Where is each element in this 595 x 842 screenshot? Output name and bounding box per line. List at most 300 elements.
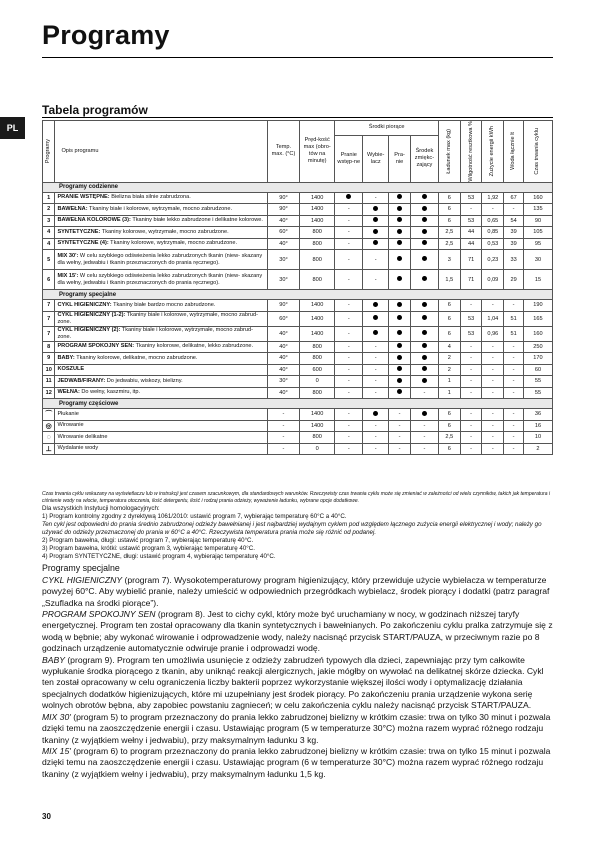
program-text: Wirowanie <box>57 422 84 429</box>
softener-cell: - <box>410 432 438 444</box>
load-cell: 6 <box>438 311 460 326</box>
temperature-cell: 40° <box>267 353 299 365</box>
paragraph-lead: MIX 15' <box>42 746 71 757</box>
temperature-cell: 40° <box>267 238 299 250</box>
residual-cell: - <box>460 409 482 421</box>
softener-cell: - <box>410 387 438 399</box>
program-text: Tkaniny kolorowe, delikatne, mocno zabrudzone. <box>76 354 198 361</box>
water-cell: 51 <box>504 326 524 341</box>
program-number: 11 <box>43 376 55 388</box>
water-cell: 29 <box>504 270 524 290</box>
energy-cell: 0,23 <box>482 250 504 270</box>
program-description <box>55 409 267 421</box>
spin-cell: 800 <box>300 227 335 239</box>
temperature-cell: 30° <box>267 376 299 388</box>
softener-cell: - <box>410 443 438 455</box>
table-row <box>43 227 553 239</box>
energy-cell: - <box>482 376 504 388</box>
duration-cell: 15 <box>523 270 552 290</box>
water-cell: - <box>504 300 524 312</box>
prewash-cell: - <box>335 364 363 376</box>
spin-cell: 1400 <box>300 300 335 312</box>
program-number: 4 <box>43 238 55 250</box>
prewash-cell: - <box>335 420 363 432</box>
header-description: Opis programu <box>55 121 267 183</box>
dot-mark <box>422 355 427 360</box>
softener-cell <box>410 204 438 216</box>
program-text: Tkaniny kolorowe, delikatne, lekko zabrudzone. <box>135 343 254 350</box>
energy-cell: - <box>482 387 504 399</box>
water-cell: - <box>504 432 524 444</box>
dot-mark <box>422 276 427 281</box>
prewash-cell: - <box>335 238 363 250</box>
table-body <box>43 182 553 454</box>
wash-cell: - <box>389 432 411 444</box>
special-paragraph <box>42 746 553 780</box>
page-title: Programy <box>42 20 170 50</box>
bleach-cell: - <box>363 364 389 376</box>
bleach-cell <box>363 311 389 326</box>
table-row <box>43 432 553 444</box>
program-label: MIX 30': <box>57 252 79 259</box>
prewash-cell: - <box>335 409 363 421</box>
spin-icon: ◎ <box>45 422 52 430</box>
residual-cell: - <box>460 300 482 312</box>
load-cell: 1 <box>438 387 460 399</box>
program-label: PRANIE WSTĘPNE: <box>57 194 110 201</box>
water-cell: - <box>504 409 524 421</box>
wash-cell <box>389 204 411 216</box>
spin-cell: 1400 <box>300 420 335 432</box>
header-energy: Zużycie energii kWh <box>482 121 504 183</box>
program-text: Tkaniny białe lekko zabrudzone i delikatne kolorowe. <box>132 217 263 224</box>
wash-cell <box>389 227 411 239</box>
wash-cell: - <box>389 420 411 432</box>
temperature-cell: 40° <box>267 341 299 353</box>
spin-cell: 0 <box>300 376 335 388</box>
dot-mark <box>422 256 427 261</box>
dot-mark <box>397 302 402 307</box>
duration-cell: 36 <box>523 409 552 421</box>
program-description <box>55 387 267 399</box>
load-cell: 1,5 <box>438 270 460 290</box>
load-cell: 6 <box>438 300 460 312</box>
program-label: KOSZULE <box>57 366 85 373</box>
softener-cell <box>410 409 438 421</box>
section-rule <box>42 117 553 118</box>
wash-cell <box>389 353 411 365</box>
prewash-cell: - <box>335 353 363 365</box>
residual-cell: 53 <box>460 192 482 204</box>
bleach-cell <box>363 300 389 312</box>
special-paragraph <box>42 609 553 655</box>
group-title: Programy częściowe <box>43 399 553 409</box>
wash-cell: - <box>389 409 411 421</box>
water-cell: - <box>504 341 524 353</box>
temperature-cell: 90° <box>267 204 299 216</box>
water-cell: 39 <box>504 227 524 239</box>
dot-mark <box>397 229 402 234</box>
program-text: Wirowanie delikatne <box>57 433 108 440</box>
spin-cell: 1400 <box>300 192 335 204</box>
header-bleach: Wybie-lacz <box>363 135 389 182</box>
program-text: Do jedwabiu, wiskozy, bielizny. <box>106 377 183 384</box>
residual-cell: 44 <box>460 227 482 239</box>
residual-cell: 71 <box>460 270 482 290</box>
wash-cell <box>389 238 411 250</box>
prewash-cell: - <box>335 387 363 399</box>
program-text: W celu szybkiego odświeżenia lekko zabrudzonych tkanin (niew- skazany dla wełny, jedwabiu i tkanin przeznaczonych do prania ręcznego). <box>57 272 263 286</box>
program-number: 10 <box>43 364 55 376</box>
load-cell: 6 <box>438 326 460 341</box>
dot-mark <box>422 330 427 335</box>
program-number: 1 <box>43 192 55 204</box>
wash-cell <box>389 387 411 399</box>
notes-items <box>42 513 553 561</box>
note-item: Ten cykl jest odpowiedni do prania średnio zabrudzonej odzieży bawełnianej i jest najbardziej wydajnym cyklem pod względem łącznego zużycia energii elektrycznej i wody; należy go używać do odzieży przeznaczonej do prania w 60°C a 40°C. Rzeczywista temperatura prania może się różnić od podanej. <box>42 521 542 537</box>
dot-mark <box>422 411 427 416</box>
table-row <box>43 420 553 432</box>
table-row <box>43 326 553 341</box>
bleach-cell <box>363 215 389 227</box>
energy-cell: 1,04 <box>482 311 504 326</box>
temperature-cell: 90° <box>267 192 299 204</box>
softener-cell <box>410 215 438 227</box>
energy-cell: - <box>482 204 504 216</box>
residual-cell: 44 <box>460 238 482 250</box>
program-description <box>55 341 267 353</box>
program-label: BAWEŁNA: <box>57 205 88 212</box>
duration-cell: 90 <box>523 215 552 227</box>
program-number <box>43 432 55 444</box>
group-title: Programy codzienne <box>43 182 553 192</box>
dot-mark <box>373 217 378 222</box>
load-cell: 2,5 <box>438 432 460 444</box>
paragraph-lead: PROGRAM SPOKOJNY SEN <box>42 608 156 619</box>
program-number <box>43 443 55 455</box>
wash-cell <box>389 270 411 290</box>
residual-cell: 71 <box>460 250 482 270</box>
spin-cell: 800 <box>300 341 335 353</box>
program-label: PROGRAM SPOKOJNY SEN: <box>57 343 135 350</box>
special-heading: Programy specjalne <box>42 563 120 573</box>
temperature-cell: 30° <box>267 270 299 290</box>
prewash-cell: - <box>335 443 363 455</box>
spin-cell: 1400 <box>300 409 335 421</box>
softener-cell <box>410 341 438 353</box>
program-description <box>55 238 267 250</box>
bleach-cell: - <box>363 387 389 399</box>
bleach-cell <box>363 227 389 239</box>
wash-cell <box>389 215 411 227</box>
spin-cell: 1400 <box>300 204 335 216</box>
duration-cell: 10 <box>523 432 552 444</box>
water-cell: 67 <box>504 192 524 204</box>
temperature-cell: - <box>267 432 299 444</box>
duration-cell: 105 <box>523 227 552 239</box>
program-text: Tkaniny kolorowe, wytrzymałe, mocno zabrudzone. <box>101 228 229 235</box>
temperature-cell: 40° <box>267 215 299 227</box>
special-programs <box>42 563 553 780</box>
dot-mark <box>397 343 402 348</box>
duration-cell: 55 <box>523 387 552 399</box>
dot-mark <box>397 355 402 360</box>
dot-mark <box>422 206 427 211</box>
residual-cell: - <box>460 204 482 216</box>
header-detergents: Środki piorące <box>335 121 439 136</box>
load-cell: 6 <box>438 443 460 455</box>
bleach-cell <box>363 409 389 421</box>
water-cell: - <box>504 376 524 388</box>
special-paragraph <box>42 712 553 746</box>
page-number: 30 <box>42 812 51 821</box>
program-label: JEDWAB/FIRANY: <box>57 377 106 384</box>
energy-cell: - <box>482 300 504 312</box>
load-cell: 6 <box>438 192 460 204</box>
program-description <box>55 432 267 444</box>
energy-cell: 0,65 <box>482 215 504 227</box>
wash-cell <box>389 326 411 341</box>
group-title: Programy specjalne <box>43 290 553 300</box>
program-number: 5 <box>43 250 55 270</box>
duration-cell: 135 <box>523 204 552 216</box>
residual-cell: - <box>460 443 482 455</box>
program-description <box>55 250 267 270</box>
table-row <box>43 387 553 399</box>
residual-cell: - <box>460 376 482 388</box>
paragraph-text: (program 7). Wysokotemperaturowy program higienizujący, który przewiduje użycie wybielacza w temperaturze powyżej 60°C. Aby wybielić pranie, należy umieścić w odpowiednich przegródkach wybielacz, środek piorący i dodatki (patrz paragraf „Szufladka na środki piorące”). <box>42 574 550 608</box>
duration-cell: 170 <box>523 353 552 365</box>
spin-cell: 1400 <box>300 326 335 341</box>
dot-mark <box>346 194 351 199</box>
wash-cell <box>389 311 411 326</box>
dot-mark <box>397 330 402 335</box>
note-item: 2) Program bawełna, długi: ustawić program 7, wybierając temperaturę 40°C. <box>42 537 254 545</box>
energy-cell: - <box>482 432 504 444</box>
program-label: CYKL HIGIENICZNY (1-2): <box>57 311 126 318</box>
program-number: 7 <box>43 300 55 312</box>
softener-cell <box>410 192 438 204</box>
prewash-cell: - <box>335 215 363 227</box>
table-row <box>43 364 553 376</box>
program-label: BABY: <box>57 354 75 361</box>
program-label: BAWEŁNA KOLOROWE (3): <box>57 217 131 224</box>
bleach-cell: - <box>363 432 389 444</box>
paragraph-lead: BABY <box>42 654 65 665</box>
table-row <box>43 238 553 250</box>
table-row <box>43 215 553 227</box>
bleach-cell: - <box>363 250 389 270</box>
spin-cell: 800 <box>300 353 335 365</box>
duration-cell: 30 <box>523 250 552 270</box>
table-row <box>43 341 553 353</box>
dot-mark <box>373 229 378 234</box>
prewash-cell: - <box>335 204 363 216</box>
dot-mark <box>397 378 402 383</box>
water-cell: 54 <box>504 215 524 227</box>
water-cell: 51 <box>504 311 524 326</box>
spin-cell: 800 <box>300 387 335 399</box>
softener-cell <box>410 250 438 270</box>
load-cell: 6 <box>438 215 460 227</box>
softener-cell <box>410 311 438 326</box>
dot-mark <box>373 330 378 335</box>
table-row <box>43 376 553 388</box>
program-text: Bielizna biała silnie zabrudzona. <box>111 194 191 201</box>
program-number: 3 <box>43 215 55 227</box>
water-cell: - <box>504 353 524 365</box>
language-tab: PL <box>0 117 25 139</box>
program-text: Płukanie <box>57 410 79 417</box>
energy-cell: - <box>482 443 504 455</box>
program-description <box>55 376 267 388</box>
temperature-cell: 40° <box>267 326 299 341</box>
bleach-cell <box>363 204 389 216</box>
note-item: 4) Program SYNTETYCZNE, długi: ustawić program 4, wybierając temperaturę 40°C. <box>42 553 276 561</box>
bleach-cell: - <box>363 192 389 204</box>
program-description <box>55 204 267 216</box>
program-description <box>55 227 267 239</box>
program-description <box>55 326 267 341</box>
dot-mark <box>397 206 402 211</box>
spin-cell: 800 <box>300 250 335 270</box>
program-number: 6 <box>43 270 55 290</box>
program-description <box>55 443 267 455</box>
table-row <box>43 409 553 421</box>
dot-mark <box>373 411 378 416</box>
program-description <box>55 192 267 204</box>
header-duration: Czas trwania cyklu <box>523 121 552 183</box>
program-number: 8 <box>43 341 55 353</box>
header-residual: Wilgotność resztkowa % <box>460 121 482 183</box>
temperature-cell: 60° <box>267 311 299 326</box>
wash-cell <box>389 250 411 270</box>
program-description <box>55 311 267 326</box>
program-description <box>55 215 267 227</box>
dot-mark <box>373 302 378 307</box>
program-label: CYKL HIGIENICZNY: <box>57 301 112 308</box>
program-text: Tkaniny białe i kolorowe, wytrzymałe, mocno zabrud- zone. <box>57 326 253 340</box>
paragraph-text: (program 8). Jest to cichy cykl, który może być uruchamiany w nocy, w godzinach niższej taryfy energetycznej. Program ten został opracowany dla tkanin syntetycznych i bawełnianych. Po zakończeniu cyklu pralka zatrzymuje się z wodą w bębnie; aby wykonać wirowanie i odprowadzenie wody, należy nacisnąć przycisk START/PAUZA, w przeciwnym razie po 8 godzinach urządzenie automatycznie odwiruje pranie i odprowadzi wodę. <box>42 608 553 654</box>
program-text: Do wełny, kaszmiru, itp. <box>81 389 141 396</box>
wash-cell <box>389 364 411 376</box>
residual-cell: - <box>460 353 482 365</box>
bleach-cell: - <box>363 341 389 353</box>
dot-mark <box>422 302 427 307</box>
softener-cell <box>410 227 438 239</box>
duration-cell: 190 <box>523 300 552 312</box>
spin-cell: 1400 <box>300 215 335 227</box>
notes-block <box>42 491 553 561</box>
table-group-row <box>43 399 553 409</box>
special-paragraph <box>42 575 553 609</box>
bleach-cell: - <box>363 376 389 388</box>
softener-cell <box>410 376 438 388</box>
bleach-cell: - <box>363 353 389 365</box>
program-description <box>55 353 267 365</box>
prewash-cell: - <box>335 250 363 270</box>
table-row <box>43 311 553 326</box>
program-description <box>55 420 267 432</box>
bleach-cell: - <box>363 443 389 455</box>
table-section-title: Tabela programów <box>42 103 148 117</box>
load-cell: 2 <box>438 364 460 376</box>
prewash-cell: - <box>335 227 363 239</box>
program-label: WEŁNA: <box>57 389 80 396</box>
load-cell: 6 <box>438 420 460 432</box>
softener-cell <box>410 364 438 376</box>
dot-mark <box>373 315 378 320</box>
residual-cell: - <box>460 341 482 353</box>
temperature-cell: 90° <box>267 300 299 312</box>
duration-cell: 2 <box>523 443 552 455</box>
energy-cell: 0,53 <box>482 238 504 250</box>
residual-cell: - <box>460 387 482 399</box>
residual-cell: 53 <box>460 215 482 227</box>
dot-mark <box>397 389 402 394</box>
prewash-cell: - <box>335 341 363 353</box>
wash-cell <box>389 376 411 388</box>
note-item: 1) Program kontrolny zgodny z dyrektywą 1061/2010: ustawić program 7, wybierając temperaturę 60°C a 40°C. <box>42 513 347 521</box>
header-programs: Programy <box>43 121 55 183</box>
bleach-cell <box>363 326 389 341</box>
title-rule <box>42 57 553 58</box>
table-row <box>43 250 553 270</box>
load-cell: 6 <box>438 409 460 421</box>
softener-cell <box>410 270 438 290</box>
load-cell: 6 <box>438 204 460 216</box>
duration-cell: 16 <box>523 420 552 432</box>
prewash-cell <box>335 192 363 204</box>
rinse-icon: ⌒ <box>45 411 53 419</box>
table-row <box>43 192 553 204</box>
header-water: Woda łącznie lt <box>504 121 524 183</box>
dot-mark <box>397 366 402 371</box>
institutions-title: Dla wszystkich Instytucji homologacyjnych: <box>42 505 160 512</box>
fine-print: Czas trwania cyklu wskazany na wyświetlaczu lub w instrukcji jest czasem szacunkowym, dla standardowych warunków. Rzeczywisty czas trwania cyklu może się zmieniać w zależności od wielu czynników, takich jak temperatura i ciśnienie wody na wlocie, temperatura otoczenia, ilość detergentu, ilość i rodzaj prania odzieży, wyważenie ładunku, wybrane opcje dodatkowe. <box>42 491 550 504</box>
temperature-cell: 30° <box>267 250 299 270</box>
softener-cell <box>410 300 438 312</box>
energy-cell: - <box>482 353 504 365</box>
dot-mark <box>422 315 427 320</box>
energy-cell: - <box>482 364 504 376</box>
load-cell: 2 <box>438 353 460 365</box>
program-number: 12 <box>43 387 55 399</box>
wash-cell: - <box>389 443 411 455</box>
program-number: 9 <box>43 353 55 365</box>
prewash-cell: - <box>335 432 363 444</box>
temperature-cell: - <box>267 409 299 421</box>
table-row <box>43 353 553 365</box>
temperature-cell: 60° <box>267 227 299 239</box>
header-load: Ładunek max (kg) <box>438 121 460 183</box>
paragraph-text: (program 5) to program przeznaczony do prania lekko zabrudzonej bielizny w krótkim czasie: trwa on tylko 30 minut i pozwala dzięki temu na zaoszczędzenie energii i czasu. Ustawiając program (5 w temperaturze 30°C) można razem wyprać różnego rodzaju tkaniny (z wyjątkiem wełny i jedwabiu), przy maksymalnym ładunku 3 kg. <box>42 711 551 745</box>
wash-cell <box>389 192 411 204</box>
spin-cell: 800 <box>300 432 335 444</box>
program-text: Tkaniny białe bardzo mocno zabrudzone. <box>113 301 216 308</box>
special-paragraph <box>42 655 553 712</box>
table-row <box>43 443 553 455</box>
dot-mark <box>422 217 427 222</box>
dot-mark <box>422 194 427 199</box>
header-temp: Temp. max. (°C) <box>267 121 299 183</box>
program-number: 7 <box>43 326 55 341</box>
dot-mark <box>397 315 402 320</box>
program-number <box>43 420 55 432</box>
bleach-cell: - <box>363 420 389 432</box>
program-text: Tkaniny białe i kolorowe, wytrzymałe, mocno zabrud- zone. <box>57 311 258 325</box>
spin-cell: 800 <box>300 270 335 290</box>
